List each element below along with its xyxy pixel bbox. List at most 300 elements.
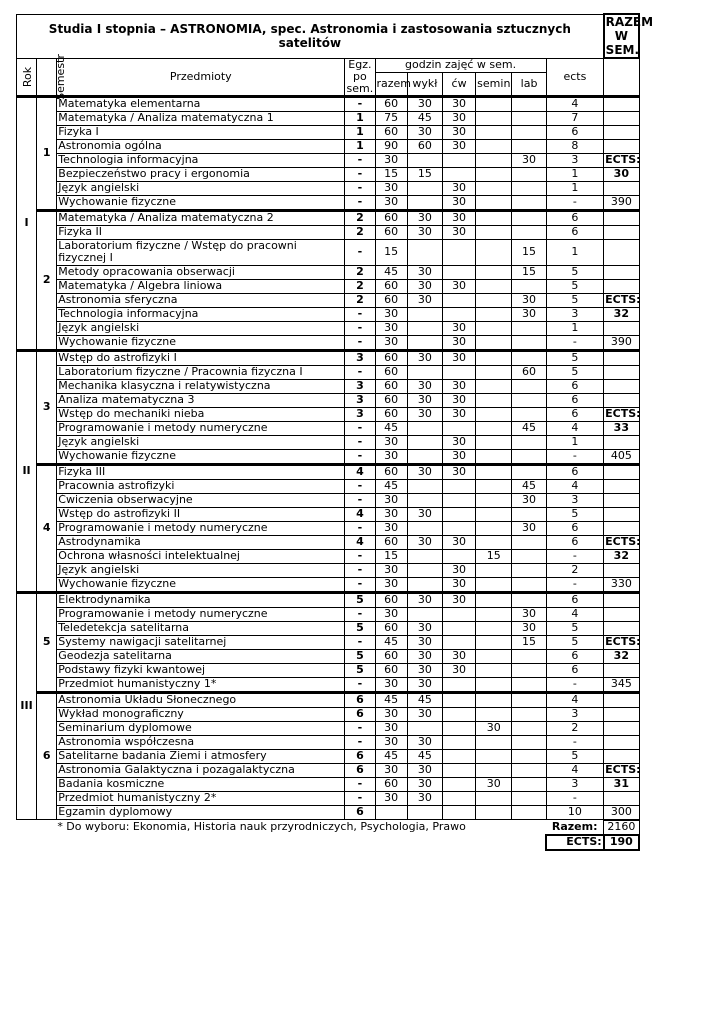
hours-total: 45	[375, 749, 407, 763]
hours-total: 30	[375, 721, 407, 735]
summary-blank	[604, 225, 639, 239]
ects-points: -	[546, 449, 604, 464]
subject-name: Wychowanie fizyczne	[57, 335, 345, 350]
hours-seminar	[476, 749, 512, 763]
hours-total: 30	[375, 563, 407, 577]
subject-name: Teledetekcja satelitarna	[57, 621, 345, 635]
hours-seminar	[476, 167, 512, 181]
exam-semester: 4	[345, 507, 375, 521]
subject-row	[17, 449, 640, 464]
subject-name: Matematyka / Analiza matematyczna 1	[57, 111, 345, 125]
rok-header: Rok	[17, 58, 37, 96]
hours-total: 30	[375, 307, 407, 321]
exam-semester: -	[345, 479, 375, 493]
hours-total: 15	[375, 239, 407, 265]
hours-exercise: 30	[442, 435, 475, 449]
hours-exercise: 30	[442, 279, 475, 293]
hours-seminar	[476, 592, 512, 607]
subject-row	[17, 307, 640, 321]
subject-name: Przedmiot humanistyczny 2*	[57, 791, 345, 805]
hours-total: 30	[375, 181, 407, 195]
hours-total: 45	[375, 265, 407, 279]
hours-lab	[512, 707, 546, 721]
subject-name: Astronomia współczesna	[57, 735, 345, 749]
hours-exercise	[442, 735, 475, 749]
hours-seminar	[476, 791, 512, 805]
ects-points: -	[546, 677, 604, 692]
subject-row	[17, 210, 640, 225]
hours-lecture: 30	[407, 96, 442, 111]
ects-points: 3	[546, 307, 604, 321]
hours-total: 60	[375, 210, 407, 225]
subject-name: Technologia informacyjna	[57, 153, 345, 167]
hours-lecture: 30	[407, 507, 442, 521]
hours-seminar	[476, 577, 512, 592]
subject-row	[17, 507, 640, 521]
hours-exercise	[442, 621, 475, 635]
subject-name: Programowanie i metody numeryczne	[57, 421, 345, 435]
hours-total: 30	[375, 521, 407, 535]
hours-lecture: 30	[407, 763, 442, 777]
subject-name: Wychowanie fizyczne	[57, 195, 345, 210]
ects-points: 10	[546, 805, 604, 819]
ects-label: ECTS:	[605, 153, 641, 166]
subject-name: Wstęp do astrofizyki I	[57, 350, 345, 365]
ects-points: 5	[546, 265, 604, 279]
hours-lab	[512, 721, 546, 735]
ects-points: 7	[546, 111, 604, 125]
hours-lab	[512, 577, 546, 592]
ects-points: 5	[546, 621, 604, 635]
subject-row	[17, 464, 640, 479]
hours-lecture: 30	[407, 125, 442, 139]
summary-table	[16, 820, 640, 851]
semester-number: 4	[37, 464, 57, 592]
semester-number: 1	[37, 96, 57, 210]
hours-lecture	[407, 307, 442, 321]
hours-lab: 60	[512, 365, 546, 379]
exam-semester: -	[345, 435, 375, 449]
hours-lab	[512, 210, 546, 225]
subject-row	[17, 635, 640, 649]
summary-blank	[604, 279, 639, 293]
hours-lecture: 30	[407, 210, 442, 225]
subject-name: Przedmiot humanistyczny 1*	[57, 677, 345, 692]
ects-total-label: ECTS:	[546, 835, 603, 850]
hours-lecture: 30	[407, 293, 442, 307]
hours-lab	[512, 125, 546, 139]
hours-lab	[512, 435, 546, 449]
hours-total: 30	[375, 335, 407, 350]
hours-exercise	[442, 635, 475, 649]
subject-row	[17, 549, 640, 563]
hours-lecture: 30	[407, 379, 442, 393]
hours-seminar	[476, 435, 512, 449]
hours-lecture: 30	[407, 707, 442, 721]
subject-name: Matematyka / Analiza matematyczna 2	[57, 210, 345, 225]
hours-lecture	[407, 577, 442, 592]
subject-row	[17, 707, 640, 721]
hours-seminar	[476, 507, 512, 521]
subject-name: Satelitarne badania Ziemi i atmosfery	[57, 749, 345, 763]
ects-points: 1	[546, 181, 604, 195]
ects-points: 2	[546, 721, 604, 735]
hours-total: 15	[375, 549, 407, 563]
hours-total: 45	[375, 421, 407, 435]
ects-points: -	[546, 549, 604, 563]
exam-semester: 6	[345, 763, 375, 777]
exam-semester: 2	[345, 225, 375, 239]
study-plan-table	[16, 13, 654, 820]
hours-exercise	[442, 707, 475, 721]
subject-name: Język angielski	[57, 435, 345, 449]
hours-seminar	[476, 535, 512, 549]
summary-blank	[604, 365, 639, 379]
ects-points: 5	[546, 507, 604, 521]
semester-hours-total: 330	[604, 577, 639, 592]
hours-seminar	[476, 239, 512, 265]
przedmioty-header: Przedmioty	[57, 58, 345, 96]
subject-row	[17, 153, 640, 167]
hours-total: 30	[375, 577, 407, 592]
hours-total: 30	[375, 707, 407, 721]
hours-lab	[512, 350, 546, 365]
subject-name: Systemy nawigacji satelitarnej	[57, 635, 345, 649]
hours-seminar	[476, 663, 512, 677]
ects-points: 8	[546, 139, 604, 153]
subject-row	[17, 239, 640, 265]
hours-lab	[512, 195, 546, 210]
subject-row	[17, 493, 640, 507]
hours-total: 60	[375, 535, 407, 549]
hours-lab: 15	[512, 265, 546, 279]
exam-semester: 6	[345, 692, 375, 707]
razem-col-blank	[604, 58, 639, 96]
hours-total: 30	[375, 791, 407, 805]
exam-semester: 3	[345, 407, 375, 421]
ects-points: 5	[546, 350, 604, 365]
subject-name: Fizyka I	[57, 125, 345, 139]
hours-lab: 30	[512, 607, 546, 621]
subject-row	[17, 265, 640, 279]
hours-seminar: 30	[476, 777, 512, 791]
ects-points: 5	[546, 635, 604, 649]
ects-points: 6	[546, 649, 604, 663]
hours-lecture	[407, 549, 442, 563]
semestr-header: Semestr	[37, 58, 57, 96]
ects-label: ECTS:	[605, 535, 641, 548]
hours-lecture	[407, 721, 442, 735]
exam-semester: -	[345, 181, 375, 195]
ects-points: 1	[546, 167, 604, 181]
hours-total: 45	[375, 479, 407, 493]
hours-total: 90	[375, 139, 407, 153]
ects-points: 3	[546, 777, 604, 791]
hours-lab	[512, 139, 546, 153]
semester-number: 5	[37, 592, 57, 692]
year-label: I	[17, 96, 37, 350]
razem-label: Razem:	[551, 819, 598, 833]
hours-lecture: 30	[407, 225, 442, 239]
hours-seminar	[476, 479, 512, 493]
ects-points: 6	[546, 125, 604, 139]
hours-lab	[512, 649, 546, 663]
subject-name: Podstawy fizyki kwantowej	[57, 663, 345, 677]
hours-total: 30	[375, 607, 407, 621]
subject-row	[17, 521, 640, 535]
subject-row	[17, 125, 640, 139]
subject-name: Astronomia sferyczna	[57, 293, 345, 307]
hours-lecture	[407, 479, 442, 493]
subject-name: Astrodynamika	[57, 535, 345, 549]
subject-row	[17, 479, 640, 493]
hours-exercise	[442, 265, 475, 279]
summary-blank	[604, 563, 639, 577]
hours-seminar	[476, 111, 512, 125]
hours-lecture: 45	[407, 692, 442, 707]
hours-lecture: 30	[407, 592, 442, 607]
hours-seminar	[476, 335, 512, 350]
hours-lecture	[407, 449, 442, 464]
semester-number: 3	[37, 350, 57, 464]
subject-row	[17, 365, 640, 379]
semester-ects-total: 31	[604, 777, 639, 791]
summary-blank	[604, 464, 639, 479]
hours-lecture: 30	[407, 621, 442, 635]
semester-hours-total: 300	[604, 805, 639, 819]
hours-seminar	[476, 139, 512, 153]
hours-lab: 45	[512, 479, 546, 493]
hours-lab	[512, 749, 546, 763]
hours-lecture: 45	[407, 749, 442, 763]
exam-semester: -	[345, 735, 375, 749]
hours-seminar	[476, 677, 512, 692]
hours-total: 60	[375, 293, 407, 307]
ects-points: 6	[546, 663, 604, 677]
hours-exercise	[442, 293, 475, 307]
summary-blank	[604, 181, 639, 195]
exam-semester: -	[345, 239, 375, 265]
summary-blank	[604, 749, 639, 763]
exam-semester: 1	[345, 139, 375, 153]
subject-name: Wykład monograficzny	[57, 707, 345, 721]
ects-label: ECTS:	[605, 635, 641, 648]
hours-total: 60	[375, 621, 407, 635]
ects-points: 3	[546, 153, 604, 167]
hours-seminar	[476, 692, 512, 707]
subject-row	[17, 663, 640, 677]
hours-exercise: 30	[442, 407, 475, 421]
hours-lab	[512, 279, 546, 293]
summary-blank	[604, 721, 639, 735]
hours-lecture: 30	[407, 265, 442, 279]
semester-hours-total: 390	[604, 335, 639, 350]
hours-seminar	[476, 379, 512, 393]
hours-total: 30	[375, 677, 407, 692]
subject-name: Technologia informacyjna	[57, 307, 345, 321]
hours-seminar	[476, 421, 512, 435]
subject-row	[17, 407, 640, 421]
subject-row	[17, 225, 640, 239]
hours-exercise: 30	[442, 663, 475, 677]
hours-lecture: 30	[407, 791, 442, 805]
hours-lecture	[407, 493, 442, 507]
hours-lab	[512, 763, 546, 777]
subject-name: Wstęp do mechaniki nieba	[57, 407, 345, 421]
hours-total: 30	[375, 507, 407, 521]
hours-seminar	[476, 181, 512, 195]
hours-seminar	[476, 195, 512, 210]
subject-row	[17, 379, 640, 393]
hours-seminar	[476, 621, 512, 635]
ects-points: 6	[546, 535, 604, 549]
exam-semester: -	[345, 153, 375, 167]
ects-header: ects	[546, 58, 604, 96]
hours-seminar	[476, 521, 512, 535]
exam-semester: 6	[345, 707, 375, 721]
hours-total: 60	[375, 777, 407, 791]
hours-total: 30	[375, 763, 407, 777]
year-label: II	[17, 350, 37, 592]
hours-lab	[512, 663, 546, 677]
hours-lab: 30	[512, 521, 546, 535]
exam-semester: -	[345, 335, 375, 350]
subject-name: Mechanika klasyczna i relatywistyczna	[57, 379, 345, 393]
exam-semester: -	[345, 549, 375, 563]
hours-total: 60	[375, 279, 407, 293]
hours-exercise: 30	[442, 379, 475, 393]
subject-name: Pracownia astrofizyki	[57, 479, 345, 493]
hours-seminar	[476, 763, 512, 777]
exam-semester: 5	[345, 592, 375, 607]
hours-exercise: 30	[442, 393, 475, 407]
summary-blank	[604, 350, 639, 365]
exam-semester: -	[345, 365, 375, 379]
hours-seminar	[476, 350, 512, 365]
hours-lecture: 30	[407, 535, 442, 549]
ects-points: 6	[546, 210, 604, 225]
exam-semester: -	[345, 96, 375, 111]
hours-exercise: 30	[442, 449, 475, 464]
semester-ects-total: 32	[604, 649, 639, 663]
summary-blank	[604, 507, 639, 521]
hours-total: 60	[375, 663, 407, 677]
subject-row	[17, 535, 640, 549]
hours-lab	[512, 563, 546, 577]
hours-seminar	[476, 279, 512, 293]
summary-blank	[604, 621, 639, 635]
exam-semester: -	[345, 777, 375, 791]
hours-exercise: 30	[442, 225, 475, 239]
hours-exercise: 30	[442, 125, 475, 139]
subject-row	[17, 763, 640, 777]
hours-lab	[512, 507, 546, 521]
exam-semester: -	[345, 577, 375, 592]
ects-points: 6	[546, 379, 604, 393]
semester-ects-total: 32	[604, 307, 639, 321]
ects-points: 6	[546, 407, 604, 421]
hours-total: 45	[375, 635, 407, 649]
hours-lecture	[407, 607, 442, 621]
exam-semester: -	[345, 607, 375, 621]
hours-exercise	[442, 805, 475, 819]
hours-lab	[512, 335, 546, 350]
summary-blank	[604, 735, 639, 749]
hours-lab	[512, 592, 546, 607]
ects-grand-total: 190	[604, 835, 639, 850]
subject-row	[17, 563, 640, 577]
hours-seminar	[476, 153, 512, 167]
subject-row	[17, 777, 640, 791]
subject-row	[17, 692, 640, 707]
subject-name: Astronomia Galaktyczna i pozagalaktyczna	[57, 763, 345, 777]
exam-semester: -	[345, 521, 375, 535]
razem-total: 2160	[604, 820, 639, 835]
hours-lab: 30	[512, 307, 546, 321]
hours-lab	[512, 96, 546, 111]
subject-row	[17, 649, 640, 663]
hours-exercise: 30	[442, 350, 475, 365]
hours-exercise	[442, 365, 475, 379]
summary-blank	[604, 265, 639, 279]
exam-semester: 2	[345, 293, 375, 307]
ects-label: ECTS:	[605, 763, 641, 776]
subject-row	[17, 721, 640, 735]
hours-exercise: 30	[442, 195, 475, 210]
hours-lab	[512, 549, 546, 563]
summary-blank	[604, 435, 639, 449]
hours-lecture	[407, 195, 442, 210]
hours-lab	[512, 111, 546, 125]
ects-points: 4	[546, 763, 604, 777]
ects-label: ECTS:	[605, 293, 641, 306]
semester-number: 2	[37, 210, 57, 350]
ects-label: ECTS:	[605, 407, 641, 420]
hours-exercise: 30	[442, 563, 475, 577]
hours-total: 60	[375, 464, 407, 479]
ects-points: -	[546, 735, 604, 749]
subject-name: Analiza matematyczna 3	[57, 393, 345, 407]
hours-lab	[512, 777, 546, 791]
summary-blank	[604, 210, 639, 225]
hours-lecture: 30	[407, 464, 442, 479]
subject-row	[17, 435, 640, 449]
ects-points: -	[546, 195, 604, 210]
subject-row	[17, 181, 640, 195]
hours-seminar	[476, 210, 512, 225]
subject-row	[17, 96, 640, 111]
hours-lab: 30	[512, 621, 546, 635]
hours-exercise: 30	[442, 649, 475, 663]
semester-hours-total: 405	[604, 449, 639, 464]
ects-points: -	[546, 335, 604, 350]
exam-semester: -	[345, 791, 375, 805]
ects-points: 1	[546, 239, 604, 265]
ects-points: -	[546, 791, 604, 805]
footnote: * Do wyboru: Ekonomia, Historia nauk przyrodniczych, Psychologia, Prawo	[57, 820, 466, 834]
ects-points: 4	[546, 479, 604, 493]
hours-exercise	[442, 239, 475, 265]
hours-lab	[512, 692, 546, 707]
subject-row	[17, 139, 640, 153]
hours-lab	[512, 225, 546, 239]
hours-exercise	[442, 607, 475, 621]
hours-lecture	[407, 321, 442, 335]
hours-lecture: 30	[407, 635, 442, 649]
hours-lecture	[407, 805, 442, 819]
subject-row	[17, 749, 640, 763]
subject-name: Język angielski	[57, 181, 345, 195]
